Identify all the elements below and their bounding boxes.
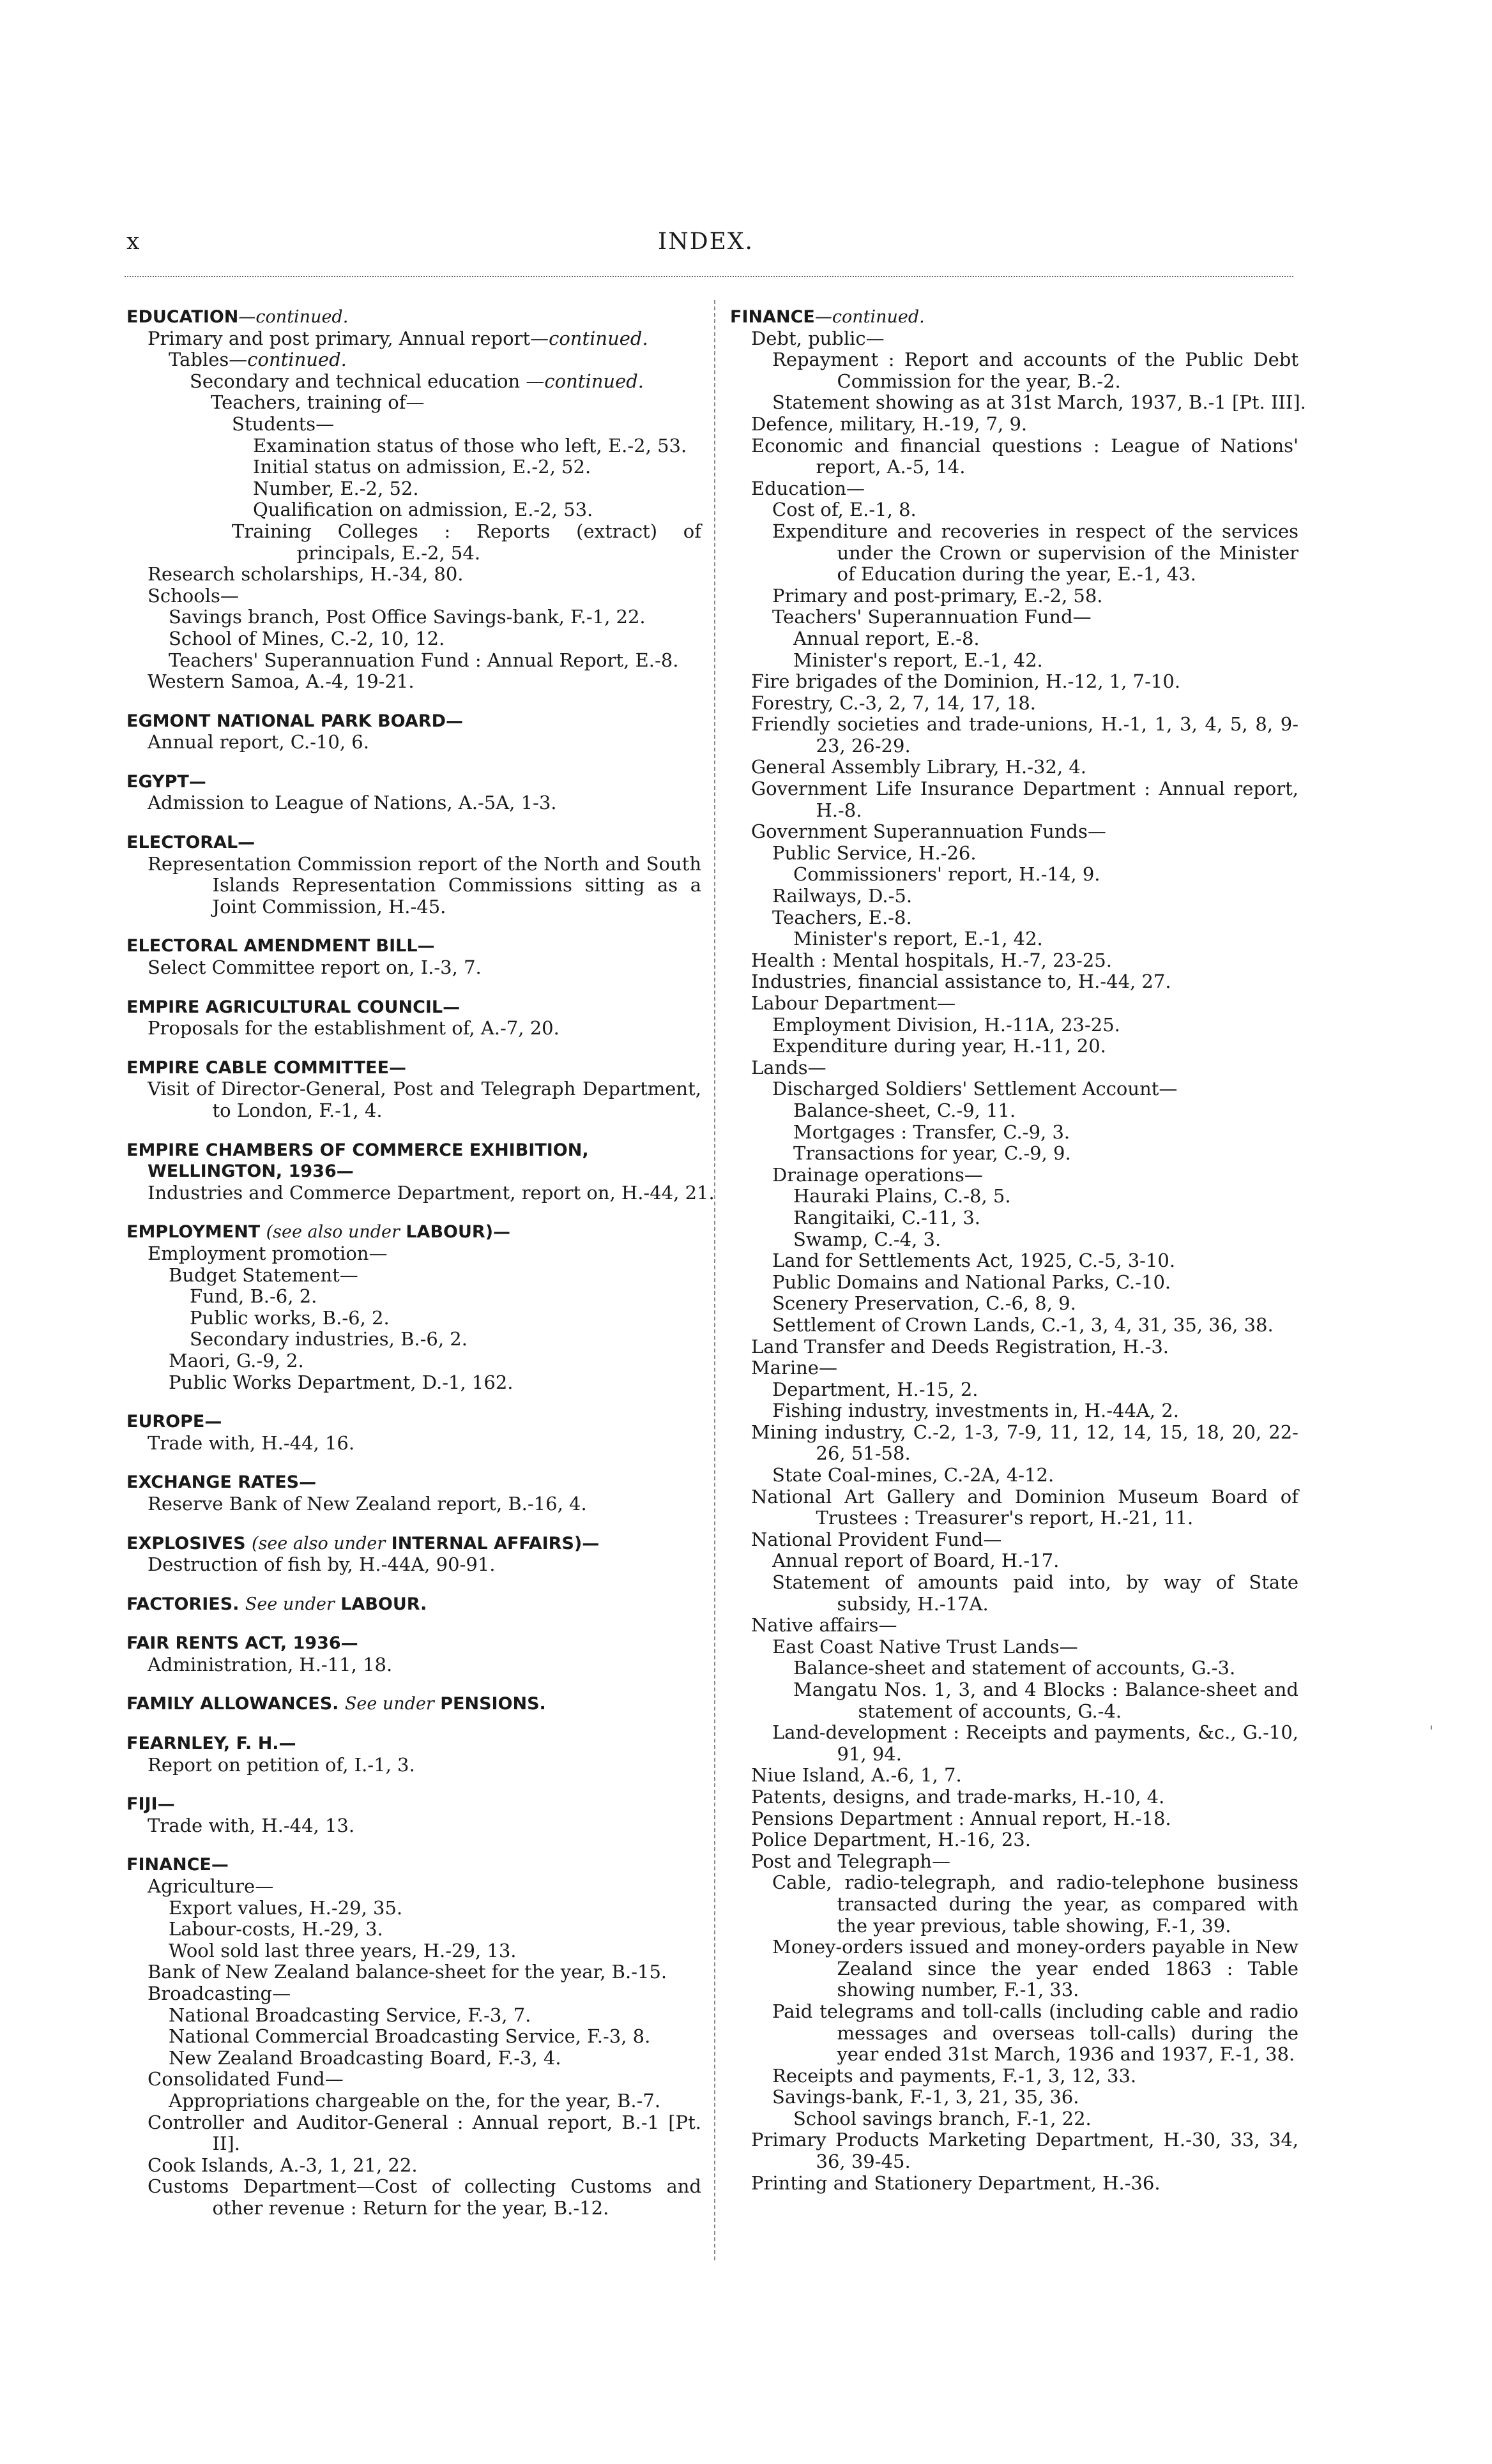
index-line: Money-orders issued and money-orders payable in New Zealand since the year ended 1863 : Table showing number, F.-1, 33. xyxy=(772,1936,1298,2001)
entry-heading: EXCHANGE RATES— xyxy=(126,1472,317,1493)
index-line: Teachers' Superannuation Fund— xyxy=(772,606,1092,628)
index-line: Teachers, training of— xyxy=(211,391,425,414)
index-line: Trade with, H.-44, 16. xyxy=(148,1432,355,1454)
index-line: Health : Mental hospitals, H.-7, 23-25. xyxy=(751,949,1112,971)
index-line: General Assembly Library, H.-32, 4. xyxy=(751,756,1087,778)
entry-heading-continuation: WELLINGTON, 1936— xyxy=(148,1161,354,1182)
entry-heading: FINANCE— xyxy=(126,1855,229,1875)
index-line: National Commercial Broadcasting Service, F.-3, 8. xyxy=(169,2025,651,2048)
entry-heading: EGMONT NATIONAL PARK BOARD— xyxy=(126,711,463,731)
right-column xyxy=(730,306,1306,2194)
index-line: Training Colleges : Reports (extract) of principals, E.-2, 54. xyxy=(232,520,701,564)
index-line: Railways, D.-5. xyxy=(772,885,913,907)
index-line: Friendly societies and trade-unions, H.-1, 1, 3, 4, 5, 8, 9-23, 26-29. xyxy=(751,713,1298,757)
index-line: Schools— xyxy=(148,584,239,607)
index-line: National Broadcasting Service, F.-3, 7. xyxy=(169,2004,531,2026)
index-line: Secondary and technical education —continued. xyxy=(190,370,644,392)
index-line: Visit of Director-General, Post and Telegraph Department, to London, F.-1, 4. xyxy=(148,1078,701,1121)
index-line: Qualification on admission, E.-2, 53. xyxy=(253,499,593,521)
index-line: Public Works Department, D.-1, 162. xyxy=(169,1371,514,1393)
entry-heading: EMPIRE AGRICULTURAL COUNCIL— xyxy=(126,997,461,1017)
index-line: Mangatu Nos. 1, 3, and 4 Blocks : Balance-sheet and statement of accounts, G.-4. xyxy=(793,1679,1298,1722)
index-line: Niue Island, A.-6, 1, 7. xyxy=(751,1764,962,1787)
index-line: Receipts and payments, F.-1, 3, 12, 33. xyxy=(772,2064,1137,2087)
index-line: Minister's report, E.-1, 42. xyxy=(793,649,1043,671)
index-line: Administration, H.-11, 18. xyxy=(148,1653,393,1675)
index-line: Number, E.-2, 52. xyxy=(253,477,419,499)
index-line: Government Life Insurance Department : Annual report, H.-8. xyxy=(751,778,1298,821)
index-line: Destruction of fish by, H.-44A, 90-91. xyxy=(148,1553,496,1576)
index-line: Patents, designs, and trade-marks, H.-10, 4. xyxy=(751,1785,1165,1808)
index-line: Commissioners' report, H.-14, 9. xyxy=(793,863,1100,886)
index-line: Lands— xyxy=(751,1056,826,1078)
index-line: Mortgages : Transfer, C.-9, 3. xyxy=(793,1121,1070,1143)
entry-heading: FIJI— xyxy=(126,1794,175,1815)
index-line: Marine— xyxy=(751,1357,837,1379)
index-line: Export values, H.-29, 35. xyxy=(169,1896,403,1919)
index-line: New Zealand Broadcasting Board, F.-3, 4. xyxy=(169,2046,561,2069)
entry-heading: FAMILY ALLOWANCES. See under PENSIONS. xyxy=(126,1694,546,1714)
index-line: Fishing industry, investments in, H.-44A, 2. xyxy=(772,1400,1180,1422)
index-line: National Art Gallery and Dominion Museum Board of Trustees : Treasurer's report, H.-21, 11. xyxy=(751,1485,1298,1529)
entry-heading: EXPLOSIVES (see also under INTERNAL AFFAIRS)— xyxy=(126,1533,600,1553)
index-line: Teachers, E.-8. xyxy=(772,906,912,928)
index-line: Labour-costs, H.-29, 3. xyxy=(169,1918,383,1940)
entry-heading: EMPLOYMENT (see also under LABOUR)— xyxy=(126,1222,511,1243)
entry-heading: EGYPT— xyxy=(126,771,206,792)
index-line: State Coal-mines, C.-2A, 4-12. xyxy=(772,1464,1054,1486)
index-line: Proposals for the establishment of, A.-7, 20. xyxy=(148,1017,560,1039)
index-line: Hauraki Plains, C.-8, 5. xyxy=(793,1185,1011,1207)
index-line: Primary and post-primary, E.-2, 58. xyxy=(772,584,1103,607)
entry-heading: FACTORIES. See under LABOUR. xyxy=(126,1594,427,1614)
index-line: Post and Telegraph— xyxy=(751,1850,950,1872)
margin-mark: ' xyxy=(1429,1724,1434,1740)
index-line: Controller and Auditor-General : Annual report, B.-1 [Pt. II]. xyxy=(148,2111,701,2155)
index-line: Consolidated Fund— xyxy=(148,2068,344,2090)
index-line: Students— xyxy=(232,412,335,435)
index-line: Labour Department— xyxy=(751,992,956,1014)
index-line: Discharged Soldiers' Settlement Account— xyxy=(772,1078,1178,1100)
column-divider xyxy=(714,300,715,2260)
entry-heading: FEARNLEY, F. H.— xyxy=(126,1734,296,1754)
entry-heading: EMPIRE CHAMBERS OF COMMERCE EXHIBITION, xyxy=(126,1140,589,1160)
entry-heading: FAIR RENTS ACT, 1936— xyxy=(126,1633,358,1654)
index-line: Rangitaiki, C.-11, 3. xyxy=(793,1206,980,1228)
index-line: Annual report of Board, H.-17. xyxy=(772,1550,1060,1572)
page-number: x xyxy=(126,229,140,255)
index-line: Annual report, C.-10, 6. xyxy=(148,731,369,753)
entry-heading: ELECTORAL— xyxy=(126,833,255,853)
index-line: Land-development : Receipts and payments, &c., G.-10, 91, 94. xyxy=(772,1721,1298,1765)
index-line: Western Samoa, A.-4, 19-21. xyxy=(148,670,415,693)
index-line: Reserve Bank of New Zealand report, B.-16, 4. xyxy=(148,1492,587,1515)
index-line: Customs Department—Cost of collecting Customs and other revenue : Return for the year, B.-12. xyxy=(148,2175,701,2219)
index-line: Savings branch, Post Office Savings-bank, F.-1, 22. xyxy=(169,606,646,628)
entry-heading-education: EDUCATION—continued. xyxy=(126,307,349,327)
index-line: Bank of New Zealand balance-sheet for the year, B.-15. xyxy=(148,1961,667,1983)
index-line: Debt, public— xyxy=(751,327,885,349)
index-line: Annual report, E.-8. xyxy=(793,627,980,649)
index-line: Public Service, H.-26. xyxy=(772,842,977,864)
index-line: Research scholarships, H.-34, 80. xyxy=(148,563,464,586)
index-line: Maori, G.-9, 2. xyxy=(169,1349,304,1372)
index-line: Transactions for year, C.-9, 9. xyxy=(793,1142,1071,1165)
index-line: Balance-sheet, C.-9, 11. xyxy=(793,1099,1016,1121)
index-line: Drainage operations— xyxy=(772,1163,983,1186)
index-line: Cook Islands, A.-3, 1, 21, 22. xyxy=(148,2154,418,2176)
index-line: Primary and post primary, Annual report—continued. xyxy=(148,327,648,349)
index-line: Industries and Commerce Department, report on, H.-44, 21. xyxy=(148,1181,715,1204)
index-line: Secondary industries, B.-6, 2. xyxy=(190,1328,468,1350)
index-line: Land Transfer and Deeds Registration, H.-3. xyxy=(751,1335,1169,1357)
index-line: Industries, financial assistance to, H.-44, 27. xyxy=(751,971,1171,993)
index-line: Expenditure and recoveries in respect of the services under the Crown or supervision of the Minister of Education during the year, E.-1, 43. xyxy=(772,520,1298,586)
index-line: Wool sold last three years, H.-29, 13. xyxy=(169,1939,517,1961)
index-line: Swamp, C.-4, 3. xyxy=(793,1228,941,1250)
index-line: Land for Settlements Act, 1925, C.-5, 3-10. xyxy=(772,1250,1176,1272)
index-line: Cost of, E.-1, 8. xyxy=(772,499,917,521)
index-line: Trade with, H.-44, 13. xyxy=(148,1814,355,1836)
index-line: Settlement of Crown Lands, C.-1, 3, 4, 31, 35, 36, 38. xyxy=(772,1313,1274,1336)
running-title: INDEX. xyxy=(658,229,754,255)
left-column xyxy=(126,306,715,2219)
entry-heading: EUROPE— xyxy=(126,1412,222,1432)
index-line: Representation Commission report of the North and South Islands Representation Commissions sitting as a Joint Commission, H.-45. xyxy=(148,852,701,918)
index-line: Select Committee report on, I.-3, 7. xyxy=(148,956,482,979)
index-line: Tables—continued. xyxy=(169,349,347,371)
index-line: Budget Statement— xyxy=(169,1264,358,1286)
index-line: East Coast Native Trust Lands— xyxy=(772,1635,1078,1658)
index-line: Paid telegrams and toll-calls (including cable and radio messages and overseas toll-calls) during the year ended 31st March, 1936 and 1937, F.-1, 38. xyxy=(772,2000,1298,2066)
index-line: Pensions Department : Annual report, H.-18. xyxy=(751,1807,1171,1829)
index-line: Forestry, C.-3, 2, 7, 14, 17, 18. xyxy=(751,692,1037,714)
index-line: Broadcasting— xyxy=(148,1983,291,2004)
index-line: Agriculture— xyxy=(148,1875,274,1898)
index-line: Minister's report, E.-1, 42. xyxy=(793,928,1043,950)
index-line: School savings branch, F.-1, 22. xyxy=(793,2107,1092,2129)
entry-heading-finance: FINANCE—continued. xyxy=(730,307,925,327)
index-line: Balance-sheet and statement of accounts, G.-3. xyxy=(793,1657,1236,1679)
index-line: National Provident Fund— xyxy=(751,1528,1002,1550)
index-line: Expenditure during year, H.-11, 20. xyxy=(772,1035,1106,1057)
index-line: Fund, B.-6, 2. xyxy=(190,1285,317,1308)
index-line: Report on petition of, I.-1, 3. xyxy=(148,1753,415,1776)
index-line: Admission to League of Nations, A.-5A, 1-3. xyxy=(148,792,557,814)
index-line: Repayment : Report and accounts of the Public Debt Commission for the year, B.-2. xyxy=(772,349,1298,392)
index-line: Government Superannuation Funds— xyxy=(751,820,1106,843)
index-line: Fire brigades of the Dominion, H.-12, 1, 7-10. xyxy=(751,670,1181,693)
index-line: Statement of amounts paid into, by way of State subsidy, H.-17A. xyxy=(772,1571,1298,1615)
entry-heading: ELECTORAL AMENDMENT BILL— xyxy=(126,936,435,956)
index-line: Teachers' Superannuation Fund : Annual Report, E.-8. xyxy=(169,649,679,671)
index-line: Mining industry, C.-2, 1-3, 7-9, 11, 12, 14, 15, 18, 20, 22-26, 51-58. xyxy=(751,1421,1298,1465)
index-line: Department, H.-15, 2. xyxy=(772,1378,978,1400)
page-header xyxy=(121,229,1290,261)
index-line: Police Department, H.-16, 23. xyxy=(751,1829,1031,1851)
index-line: Native affairs— xyxy=(751,1614,897,1636)
header-rule xyxy=(125,276,1293,277)
index-line: Education— xyxy=(751,477,865,499)
index-line: Employment promotion— xyxy=(148,1242,388,1264)
index-line: Examination status of those who left, E.-2, 53. xyxy=(253,434,687,457)
index-line: School of Mines, C.-2, 10, 12. xyxy=(169,627,445,649)
index-line: Employment Division, H.-11A, 23-25. xyxy=(772,1013,1120,1036)
index-line: Primary Products Marketing Department, H.-30, 33, 34, 36, 39-45. xyxy=(751,2129,1298,2173)
index-line: Cable, radio-telegraph, and radio-telephone business transacted during the year, as compared with the year previous, table showing, F.-1, 39. xyxy=(772,1871,1298,1937)
entry-heading: EMPIRE CABLE COMMITTEE— xyxy=(126,1057,407,1078)
index-line: Public works, B.-6, 2. xyxy=(190,1306,390,1329)
index-line: Economic and financial questions : League of Nations' report, A.-5, 14. xyxy=(751,434,1298,478)
index-line: Scenery Preservation, C.-6, 8, 9. xyxy=(772,1292,1076,1315)
index-line: Appropriations chargeable on the, for the year, B.-7. xyxy=(169,2089,661,2112)
index-line: Statement showing as at 31st March, 1937, B.-1 [Pt. III]. xyxy=(772,391,1306,414)
index-line: Public Domains and National Parks, C.-10. xyxy=(772,1271,1171,1293)
index-line: Defence, military, H.-19, 7, 9. xyxy=(751,412,1028,435)
index-line: Printing and Stationery Department, H.-36. xyxy=(751,2172,1161,2194)
index-line: Initial status on admission, E.-2, 52. xyxy=(253,456,591,478)
index-line: Savings-bank, F.-1, 3, 21, 35, 36. xyxy=(772,2086,1079,2108)
